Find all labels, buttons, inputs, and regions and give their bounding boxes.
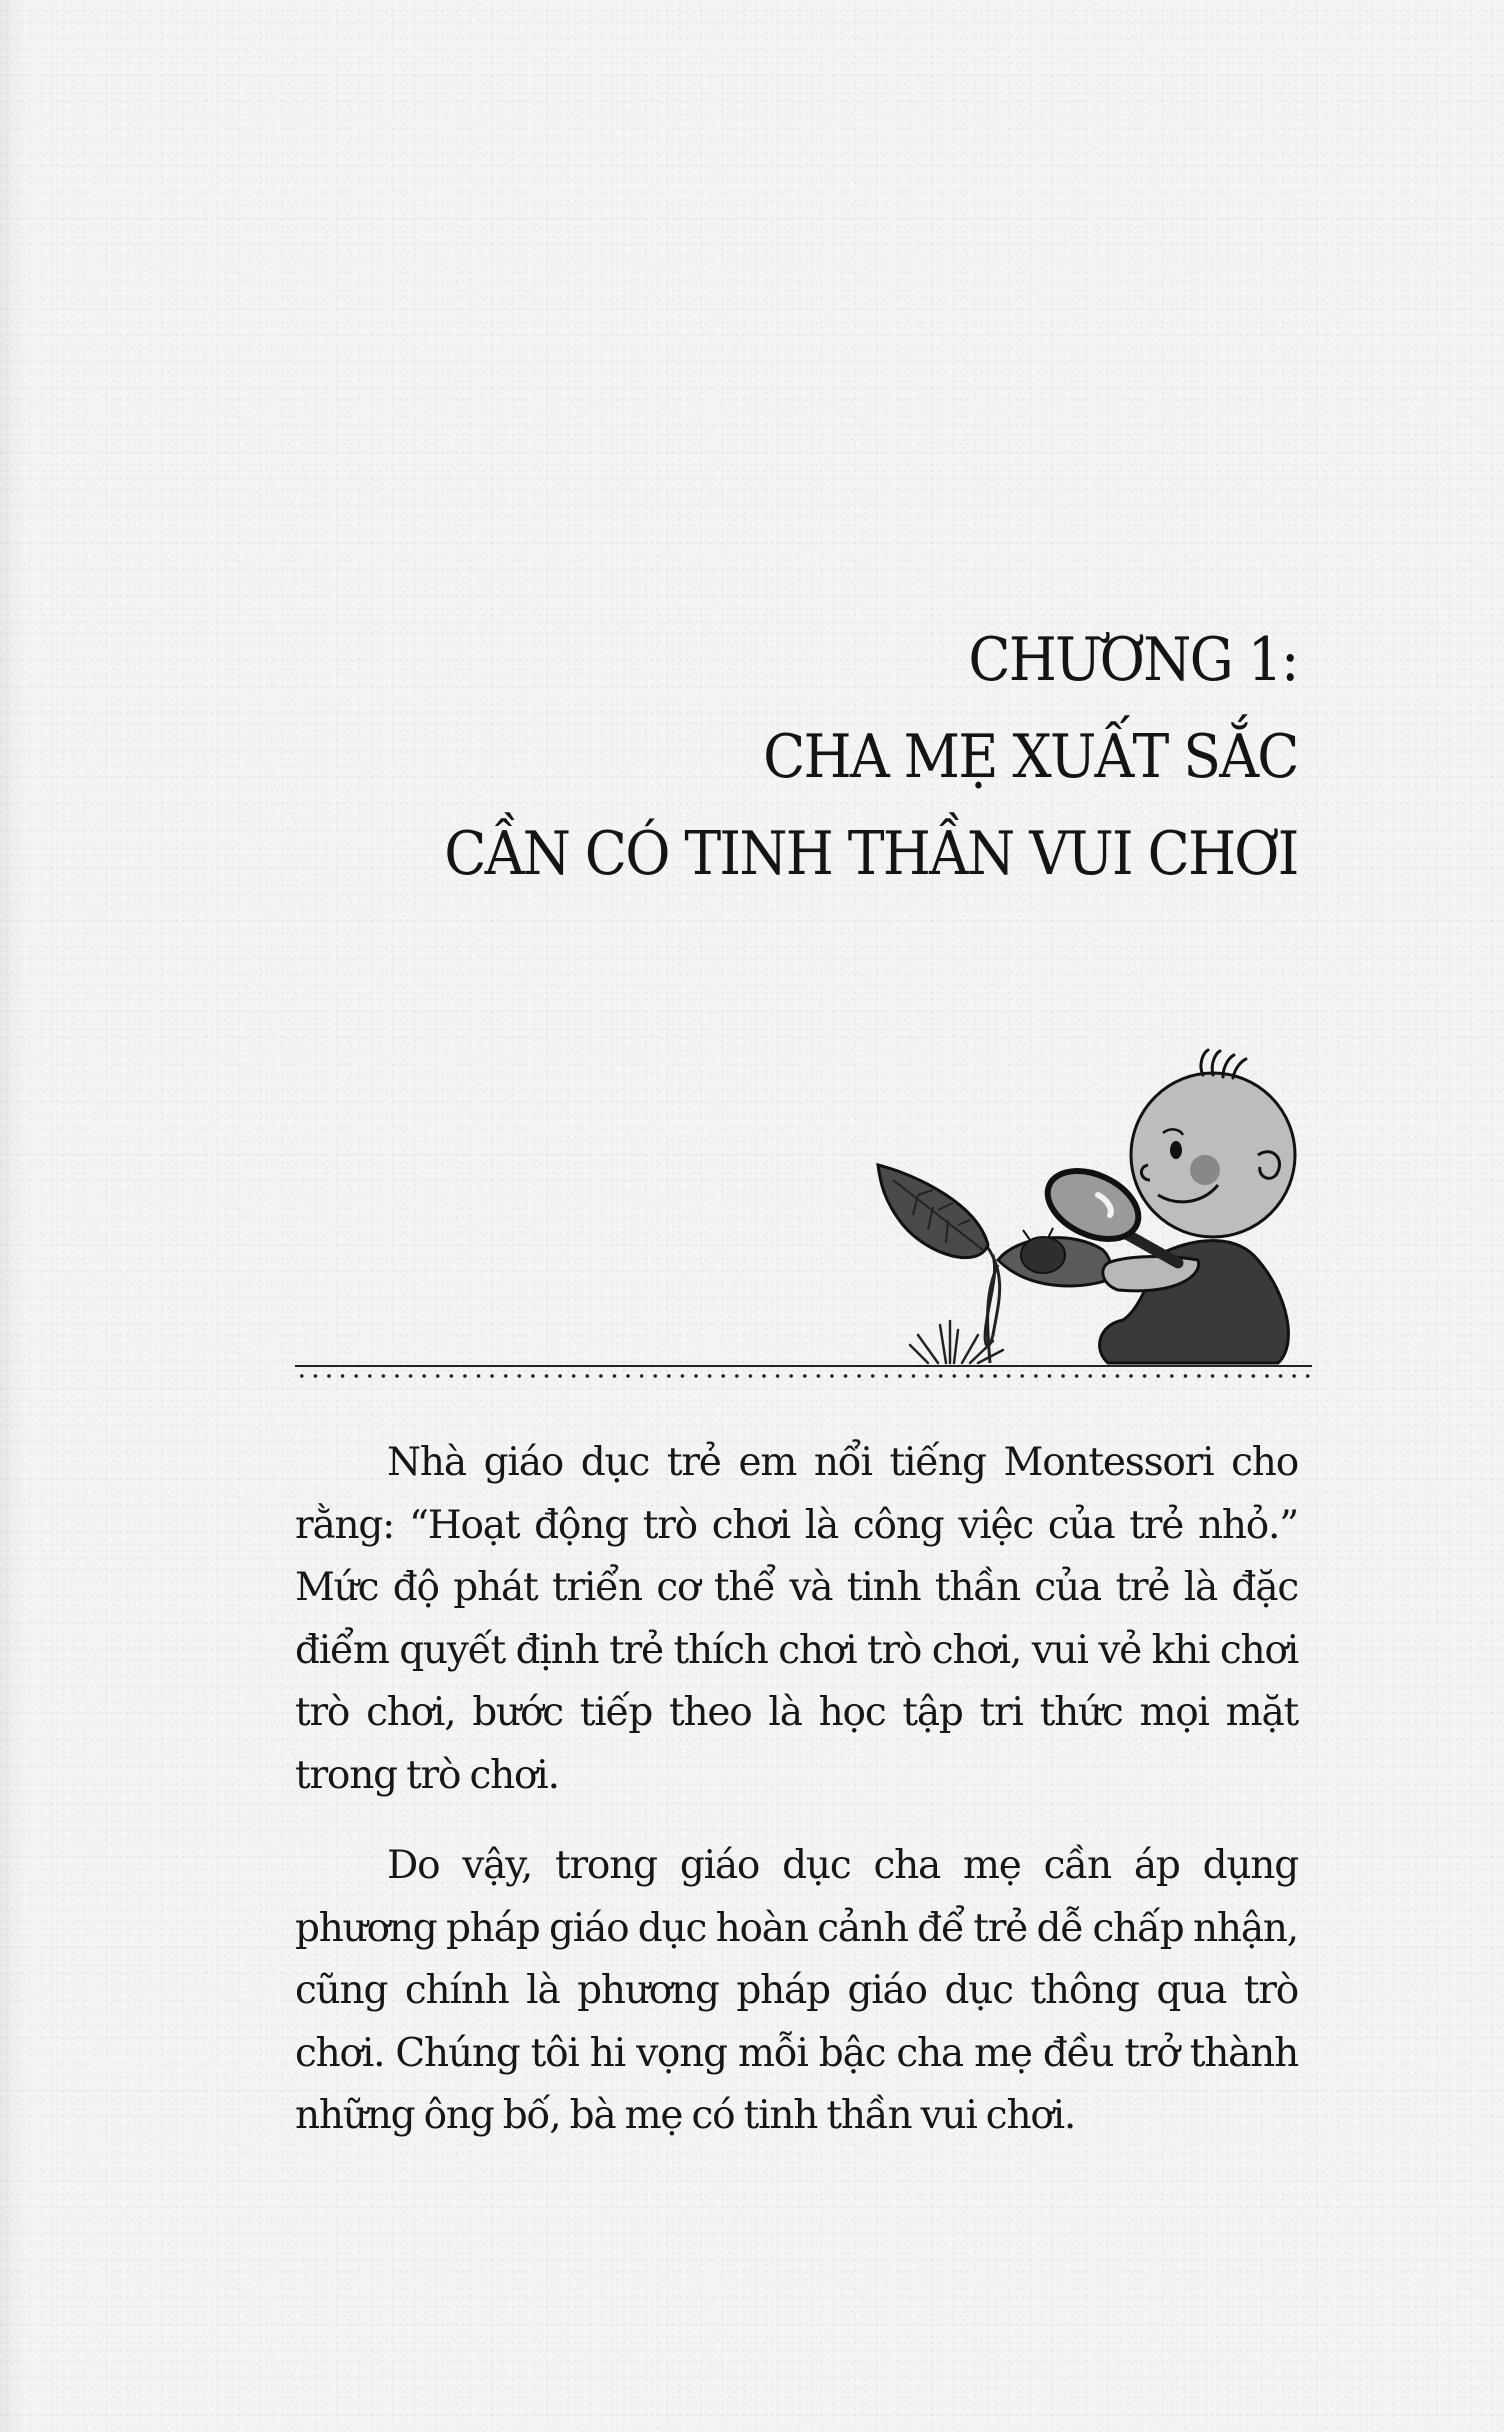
chapter-title-line-2: CHA MẸ XUẤT SẮC xyxy=(763,722,1298,792)
body-text xyxy=(295,1432,1298,2176)
chapter-title xyxy=(445,612,1298,903)
chapter-illustration xyxy=(858,1045,1314,1373)
paragraph-2: Do vậy, trong giáo dục cha mẹ cần áp dụng phương pháp giáo dục hoàn cảnh để trẻ dễ chấp nhận, cũng chính là phương pháp giáo dục thông qua trò chơi. Chúng tôi hi vọng mỗi bậc cha mẹ đều trở thành những ông bố, bà mẹ có tinh thần vui chơi. xyxy=(295,1843,1298,2138)
section-divider-dots xyxy=(295,1374,1312,1378)
page-edge-shadow xyxy=(0,0,26,2432)
child-magnifying-glass-icon xyxy=(858,1045,1314,1373)
section-divider-line xyxy=(295,1365,1312,1367)
chapter-title-line-1: CHƯƠNG 1: xyxy=(968,625,1298,695)
chapter-title-line-3: CẦN CÓ TINH THẦN VUI CHƠI xyxy=(444,819,1298,889)
paragraph-1: Nhà giáo dục trẻ em nổi tiếng Montessori cho rằng: “Hoạt động trò chơi là công việc của trẻ nhỏ.” Mức độ phát triển cơ thể và tinh thần của trẻ là đặc điểm quyết định trẻ thích chơi trò chơi, vui vẻ khi chơi trò chơi, bước tiếp theo là học tập tri thức mọi mặt trong trò chơi. xyxy=(295,1440,1298,1798)
